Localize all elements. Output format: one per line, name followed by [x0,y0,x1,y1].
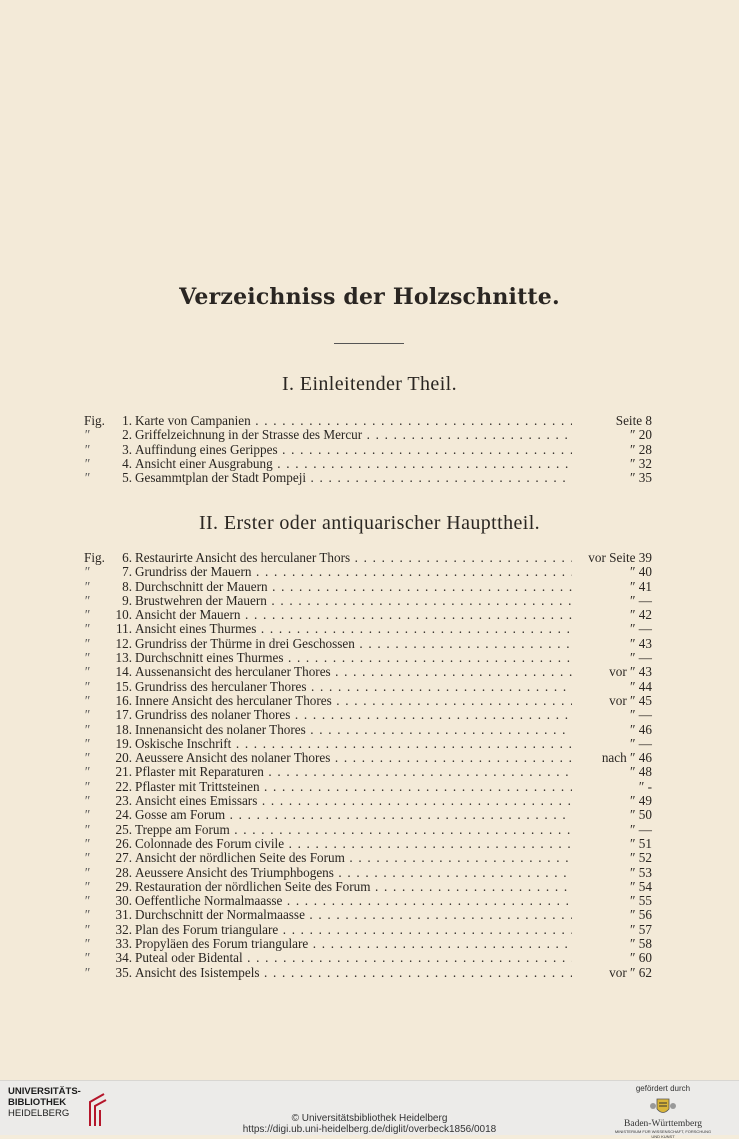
entry-prefix: ″ [84,764,90,780]
entry-title: Propyläen des Forum triangulare . . . [135,937,572,951]
viewer-footer-bar [0,1080,739,1139]
entry-prefix: ″ [84,427,90,443]
entry-title: Pflaster mit Trittsteinen . . . [135,780,572,794]
entry-page: ″ — [627,622,652,636]
entry-title: Gosse am Forum . . . [135,808,572,822]
entry-prefix: ″ [84,721,90,737]
entry-page: ″ 20 [627,428,652,442]
entry-page: ″ 41 [627,580,652,594]
entry-title: Oskische Inschrift . . . [135,737,572,751]
figure-list-section-2 [84,551,652,980]
entry-page: ″ 60 [627,951,652,965]
entry-number: 8. [122,578,132,594]
entry-prefix: ″ [84,455,90,471]
coat-of-arms-icon [649,1097,677,1117]
entry-prefix: ″ [84,750,90,766]
entry-page: vor ″ 45 [606,694,652,708]
entry-title: Griffelzeichnung in der Strasse des Mercur . . . [135,428,572,442]
entry-title: Treppe am Forum . . . [135,823,572,837]
entry-prefix: ″ [84,441,90,457]
figure-entry [84,866,652,880]
entry-number: 10. [115,607,132,623]
entry-title: Ansicht der nördlichen Seite des Forum . . . [135,851,572,865]
entry-prefix: ″ [84,564,90,580]
entry-number: 19. [115,735,132,751]
figure-entry [84,880,652,894]
entry-number: 1. [122,413,132,428]
entry-page: nach ″ 46 [599,751,652,765]
entry-page: ″ 46 [627,723,652,737]
entry-prefix: ″ [84,664,90,680]
figure-entry [84,594,652,608]
entry-title: Ansicht des Isistempels . . . [135,966,572,980]
entry-page: ″ — [627,737,652,751]
entry-prefix: ″ [84,964,90,980]
entry-title: Auffindung eines Gerippes . . . [135,443,572,457]
entry-page: Seite 8 [613,414,652,428]
entry-title: Ansicht eines Thurmes . . . [135,622,572,636]
entry-number: 32. [115,921,132,937]
figure-entry [84,851,652,865]
entry-number: 2. [122,427,132,443]
entry-number: 34. [115,950,132,966]
entry-page: ″ 35 [627,471,652,485]
entry-page: ″ 40 [627,565,652,579]
entry-title: Grundriss des herculaner Thores . . . [135,680,572,694]
entry-title: Aeussere Ansicht des nolaner Thores . . . [135,751,572,765]
entry-prefix: ″ [84,607,90,623]
entry-page: ″ — [627,651,652,665]
library-name-line1: UNIVERSITÄTS- [8,1086,81,1097]
funded-by-label: gefördert durch [635,1084,691,1093]
figure-entry [84,580,652,594]
entry-prefix: Fig. [84,413,105,428]
entry-page: ″ 52 [627,851,652,865]
entry-number: 21. [115,764,132,780]
entry-number: 30. [115,893,132,909]
figure-entry [84,894,652,908]
entry-page: vor ″ 62 [606,966,652,980]
entry-prefix: ″ [84,850,90,866]
entry-number: 29. [115,878,132,894]
entry-prefix: ″ [84,807,90,823]
library-name-line2: BIBLIOTHEK [8,1097,67,1108]
entry-number: 22. [115,778,132,794]
entry-page: ″ — [627,708,652,722]
entry-number: 33. [115,936,132,952]
figure-entry [84,780,652,794]
entry-prefix: ″ [84,578,90,594]
section-heading-2: II. Erster oder antiquarischer Haupttheil. [198,512,541,534]
figure-entry [84,808,652,822]
entry-number: 23. [115,793,132,809]
entry-page: ″ 42 [627,608,652,622]
entry-page: ″ 50 [627,808,652,822]
entry-prefix: ″ [84,907,90,923]
entry-page: ″ 48 [627,765,652,779]
entry-title: Aussenansicht des herculaner Thores . . . [135,665,572,679]
entry-title: Puteal oder Bidental . . . [135,951,572,965]
entry-prefix: ″ [84,793,90,809]
entry-number: 28. [115,864,132,880]
entry-prefix: ″ [84,950,90,966]
figure-entry [84,565,652,579]
entry-title: Grundriss des nolaner Thores . . . [135,708,572,722]
entry-title: Durchschnitt der Normalmaasse . . . [135,908,572,922]
entry-title: Aeussere Ansicht des Triumphbogens . . . [135,866,572,880]
entry-title: Restauration der nördlichen Seite des Forum . . . [135,880,572,894]
copyright-text: © Universitätsbibliothek Heidelberg [291,1113,448,1124]
figure-entry [84,622,652,636]
entry-title: Plan des Forum triangulare . . . [135,923,572,937]
entry-page: ″ 57 [627,923,652,937]
figure-entry [84,457,652,471]
entry-page: ″ 53 [627,866,652,880]
figure-entry [84,680,652,694]
entry-prefix: ″ [84,735,90,751]
entry-prefix: ″ [84,650,90,666]
entry-prefix: ″ [84,707,90,723]
library-name-line3: HEIDELBERG [8,1108,70,1119]
entry-prefix: ″ [84,778,90,794]
entry-number: 18. [115,721,132,737]
figure-entry [84,765,652,779]
figure-entry [84,823,652,837]
entry-number: 9. [122,592,132,608]
entry-title: Gesammtplan der Stadt Pompeji . . . [135,471,572,485]
entry-page: ″ 56 [627,908,652,922]
entry-title: Restaurirte Ansicht des herculaner Thors . . . [135,551,572,565]
figure-entry [84,651,652,665]
entry-page: ″ 43 [627,637,652,651]
figure-entry [84,966,652,980]
title-divider [334,343,404,344]
figure-entry [84,637,652,651]
entry-page: vor Seite 39 [585,551,652,565]
section-heading-1: I. Einleitender Theil. [281,373,458,395]
entry-prefix: ″ [84,835,90,851]
figure-entry [84,443,652,457]
entry-title: Innenansicht des nolaner Thores . . . [135,723,572,737]
entry-title: Ansicht der Mauern . . . [135,608,572,622]
entry-number: 13. [115,650,132,666]
figure-entry [84,951,652,965]
figure-entry [84,428,652,442]
entry-page: ″ 58 [627,937,652,951]
figure-entry [84,708,652,722]
entry-title: Ansicht eines Emissars . . . [135,794,572,808]
entry-page: ″ 49 [627,794,652,808]
entry-page: ″ 28 [627,443,652,457]
page-title: Verzeichniss der Holzschnitte. [179,284,560,310]
entry-prefix: Fig. [84,550,105,565]
figure-entry [84,923,652,937]
entry-prefix: ″ [84,878,90,894]
entry-page: ″ — [627,594,652,608]
entry-page: ″ 44 [627,680,652,694]
entry-title: Durchschnitt eines Thurmes . . . [135,651,572,665]
entry-number: 14. [115,664,132,680]
figure-entry [84,737,652,751]
entry-number: 6. [122,550,132,565]
entry-number: 15. [115,678,132,694]
entry-title: Brustwehren der Mauern . . . [135,594,572,608]
entry-number: 35. [115,964,132,980]
entry-title: Durchschnitt der Mauern . . . [135,580,572,594]
entry-prefix: ″ [84,678,90,694]
entry-title: Colonnade des Forum civile . . . [135,837,572,851]
figure-entry [84,937,652,951]
entry-page: ″ 32 [627,457,652,471]
entry-prefix: ″ [84,635,90,651]
entry-prefix: ″ [84,592,90,608]
figure-entry [84,471,652,485]
figure-entry [84,414,652,428]
entry-title: Karte von Campanien . . . [135,414,572,428]
figure-entry [84,837,652,851]
entry-prefix: ″ [84,921,90,937]
figure-entry [84,751,652,765]
entry-number: 17. [115,707,132,723]
entry-title: Oeffentliche Normalmaasse . . . [135,894,572,908]
figure-entry [84,694,652,708]
entry-number: 7. [122,564,132,580]
entry-number: 11. [116,621,132,637]
funder-subtitle: MINISTERIUM FÜR WISSENSCHAFT, FORSCHUNG UND KUNST [614,1129,712,1139]
entry-page: vor ″ 43 [606,665,652,679]
entry-prefix: ″ [84,621,90,637]
entry-prefix: ″ [84,821,90,837]
entry-page: ″ 55 [627,894,652,908]
entry-title: Pflaster mit Reparaturen . . . [135,765,572,779]
permalink[interactable]: https://digi.ub.uni-heidelberg.de/diglit/overbeck1856/0018 [242,1124,497,1135]
entry-page: ″ - [636,780,652,794]
entry-number: 20. [115,750,132,766]
figure-entry [84,551,652,565]
figure-entry [84,908,652,922]
figure-list-section-1 [84,414,652,485]
entry-number: 3. [122,441,132,457]
entry-title: Grundriss der Mauern . . . [135,565,572,579]
entry-number: 12. [115,635,132,651]
entry-number: 4. [122,455,132,471]
entry-prefix: ″ [84,470,90,486]
entry-title: Ansicht einer Ausgrabung . . . [135,457,572,471]
figure-entry [84,723,652,737]
entry-number: 25. [115,821,132,837]
funder-name: Baden-Württemberg [624,1119,702,1129]
entry-number: 24. [115,807,132,823]
figure-entry [84,608,652,622]
entry-number: 31. [115,907,132,923]
entry-page: ″ 54 [627,880,652,894]
entry-title: Grundriss der Thürme in drei Geschossen . . . [135,637,572,651]
entry-prefix: ″ [84,864,90,880]
entry-page: ″ 51 [627,837,652,851]
figure-entry [84,794,652,808]
entry-title: Innere Ansicht des herculaner Thores . . . [135,694,572,708]
figure-entry [84,665,652,679]
entry-number: 5. [122,470,132,486]
entry-number: 16. [115,692,132,708]
entry-prefix: ″ [84,893,90,909]
entry-prefix: ″ [84,692,90,708]
funder-block [613,1084,713,1139]
entry-number: 27. [115,850,132,866]
entry-prefix: ″ [84,936,90,952]
entry-page: ″ — [627,823,652,837]
entry-number: 26. [115,835,132,851]
